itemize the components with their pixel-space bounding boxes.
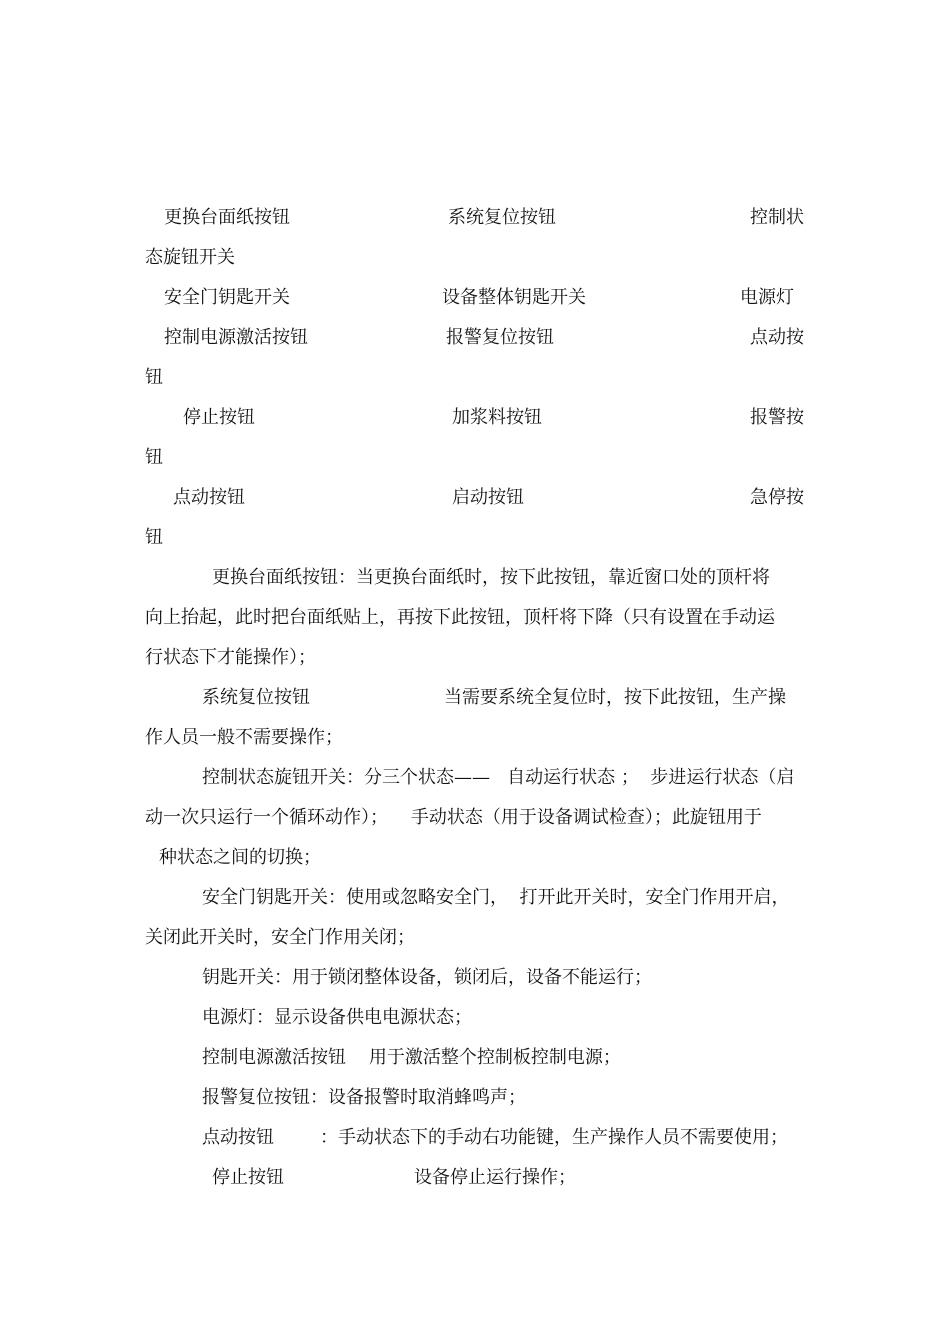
grid-label-safety-door-key: 安全门钥匙开关: [164, 287, 290, 308]
desc-safety-door-line1: 安全门钥匙开关：使用或忽略安全门， 打开此开关时，安全门作用开启，: [202, 887, 790, 908]
grid-label-jog: 点动按: [750, 327, 804, 348]
desc-change-paper-line1: 更换台面纸按钮：当更换台面纸时，按下此按钮，靠近窗口处的顶杆将: [212, 567, 770, 588]
desc-key-switch: 钥匙开关：用于锁闭整体设备，锁闭后，设备不能运行；: [202, 967, 652, 988]
desc-stop-label: 停止按钮: [212, 1167, 284, 1188]
desc-power-light: 电源灯：显示设备供电电源状态；: [202, 1007, 472, 1028]
grid-label-alarm-reset: 报警复位按钮: [446, 327, 554, 348]
grid-label-jog-wrap: 钮: [145, 367, 163, 388]
desc-change-paper-line3: 行状态下才能操作）；: [145, 647, 316, 668]
grid-label-change-paper: 更换台面纸按钮: [164, 207, 290, 228]
grid-label-alarm-wrap: 钮: [145, 447, 163, 468]
grid-label-stop: 停止按钮: [183, 407, 255, 428]
grid-label-machine-key: 设备整体钥匙开关: [442, 287, 586, 308]
grid-label-control-power: 控制电源激活按钮: [164, 327, 308, 348]
desc-safety-door-line2: 关闭此开关时，安全门作用关闭；: [145, 927, 415, 948]
desc-jog-label: 点动按钮: [202, 1127, 274, 1148]
desc-control-state-line1: 控制状态旋钮开关：分三个状态—— 自动运行状态 ； 步进运行状态（启: [202, 767, 795, 788]
grid-label-emergency-stop: 急停按: [750, 487, 804, 508]
desc-control-state-line3: 种状态之间的切换；: [159, 847, 321, 868]
grid-label-system-reset: 系统复位按钮: [448, 207, 556, 228]
desc-jog-text: ：手动状态下的手动右功能键，生产操作人员不需要使用；: [320, 1127, 788, 1148]
desc-control-state-line2: 动一次只运行一个循环动作）； 手动状态（用于设备调试检查）；此旋钮用于: [145, 807, 762, 828]
grid-label-power-light: 电源灯: [740, 287, 794, 308]
grid-label-add-slurry: 加浆料按钮: [452, 407, 542, 428]
desc-stop-text: 设备停止运行操作；: [414, 1167, 576, 1188]
grid-label-jog-2: 点动按钮: [173, 487, 245, 508]
desc-system-reset-line1: 当需要系统全复位时，按下此按钮，生产操: [444, 687, 786, 708]
desc-control-power: 控制电源激活按钮 用于激活整个控制板控制电源；: [202, 1047, 621, 1068]
desc-system-reset-label: 系统复位按钮: [202, 687, 310, 708]
desc-alarm-reset: 报警复位按钮：设备报警时取消蜂鸣声；: [202, 1087, 526, 1108]
desc-system-reset-line2: 作人员一般不需要操作；: [145, 727, 343, 748]
grid-label-alarm: 报警按: [750, 407, 804, 428]
desc-change-paper-line2: 向上抬起，此时把台面纸贴上，再按下此按钮，顶杆将下降（只有设置在手动运: [145, 607, 775, 628]
grid-label-control-state: 控制状: [750, 207, 804, 228]
grid-label-control-state-wrap: 态旋钮开关: [145, 247, 235, 268]
grid-label-start: 启动按钮: [452, 487, 524, 508]
grid-label-emergency-stop-wrap: 钮: [145, 527, 163, 548]
